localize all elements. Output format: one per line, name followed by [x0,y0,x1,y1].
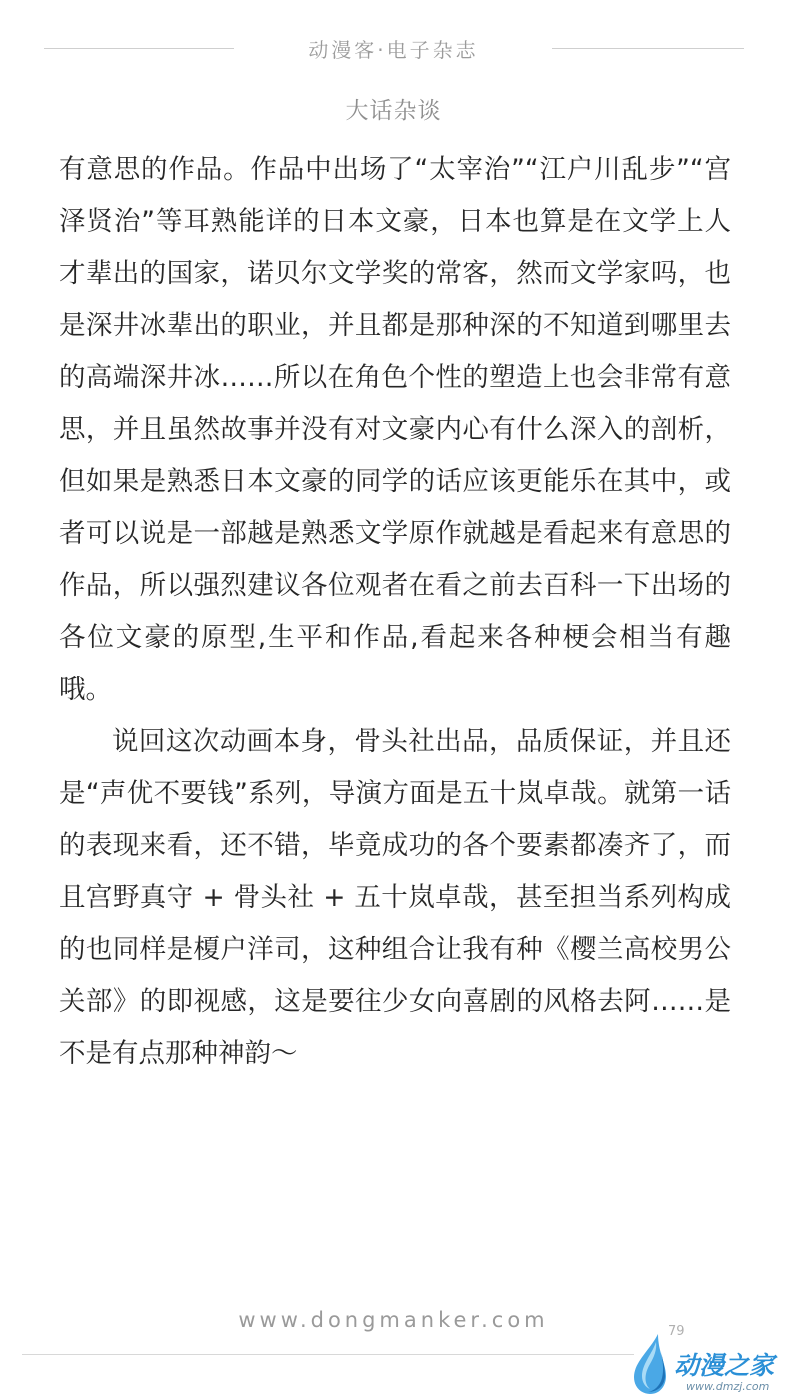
page-number: 79 [668,1324,685,1339]
section-title: 大话杂谈 [345,98,442,124]
magazine-title: 动漫客·电子杂志 [308,38,479,62]
water-drop-icon [628,1332,674,1396]
article-paragraph: 有意思的作品。作品中出场了“太宰治”“江户川乱步”“宫泽贤治”等耳熟能详的日本文豪，日本也算是在文学上人才辈出的国家，诺贝尔文学奖的常客，然而文学家吗，也是深井冰辈出的职业，并且都是那种深的不知道到哪里去的高端深井冰……所以在角色个性的塑造上也会非常有意思，并且虽然故事并没有对文豪内心有什么深入的剖析，但如果是熟悉日本文豪的同学的话应该更能乐在其中，或者可以说是一部越是熟悉文学原作就越是看起来有意思的作品，所以强烈建议各位观者在看之前去百科一下出场的各位文豪的原型,生平和作品,看起来各种梗会相当有趣哦。 [59,154,731,705]
article-body [59,144,731,1080]
dmzj-logo [628,1330,787,1396]
article-paragraph: 说回这次动画本身，骨头社出品，品质保证，并且还是“声优不要钱”系列，导演方面是五十岚卓哉。就第一话的表现来看，还不错，毕竟成功的各个要素都凑齐了，而且宫野真守 + 骨头社 + 五十岚卓哉，甚至担当系列构成的也同样是榎户洋司，这种组合让我有种《樱兰高校男公关部》的即视感，这是要往少女向喜剧的风格去阿……是不是有点那种神韵～ [59,726,731,1069]
header-divider-right [552,48,744,49]
logo-text: 动漫之家 [674,1351,775,1380]
footer-divider [22,1354,634,1355]
logo-url: www.dmzj.com [686,1380,770,1393]
footer-website: www.dongmanker.com [238,1308,549,1332]
magazine-header [0,28,787,68]
